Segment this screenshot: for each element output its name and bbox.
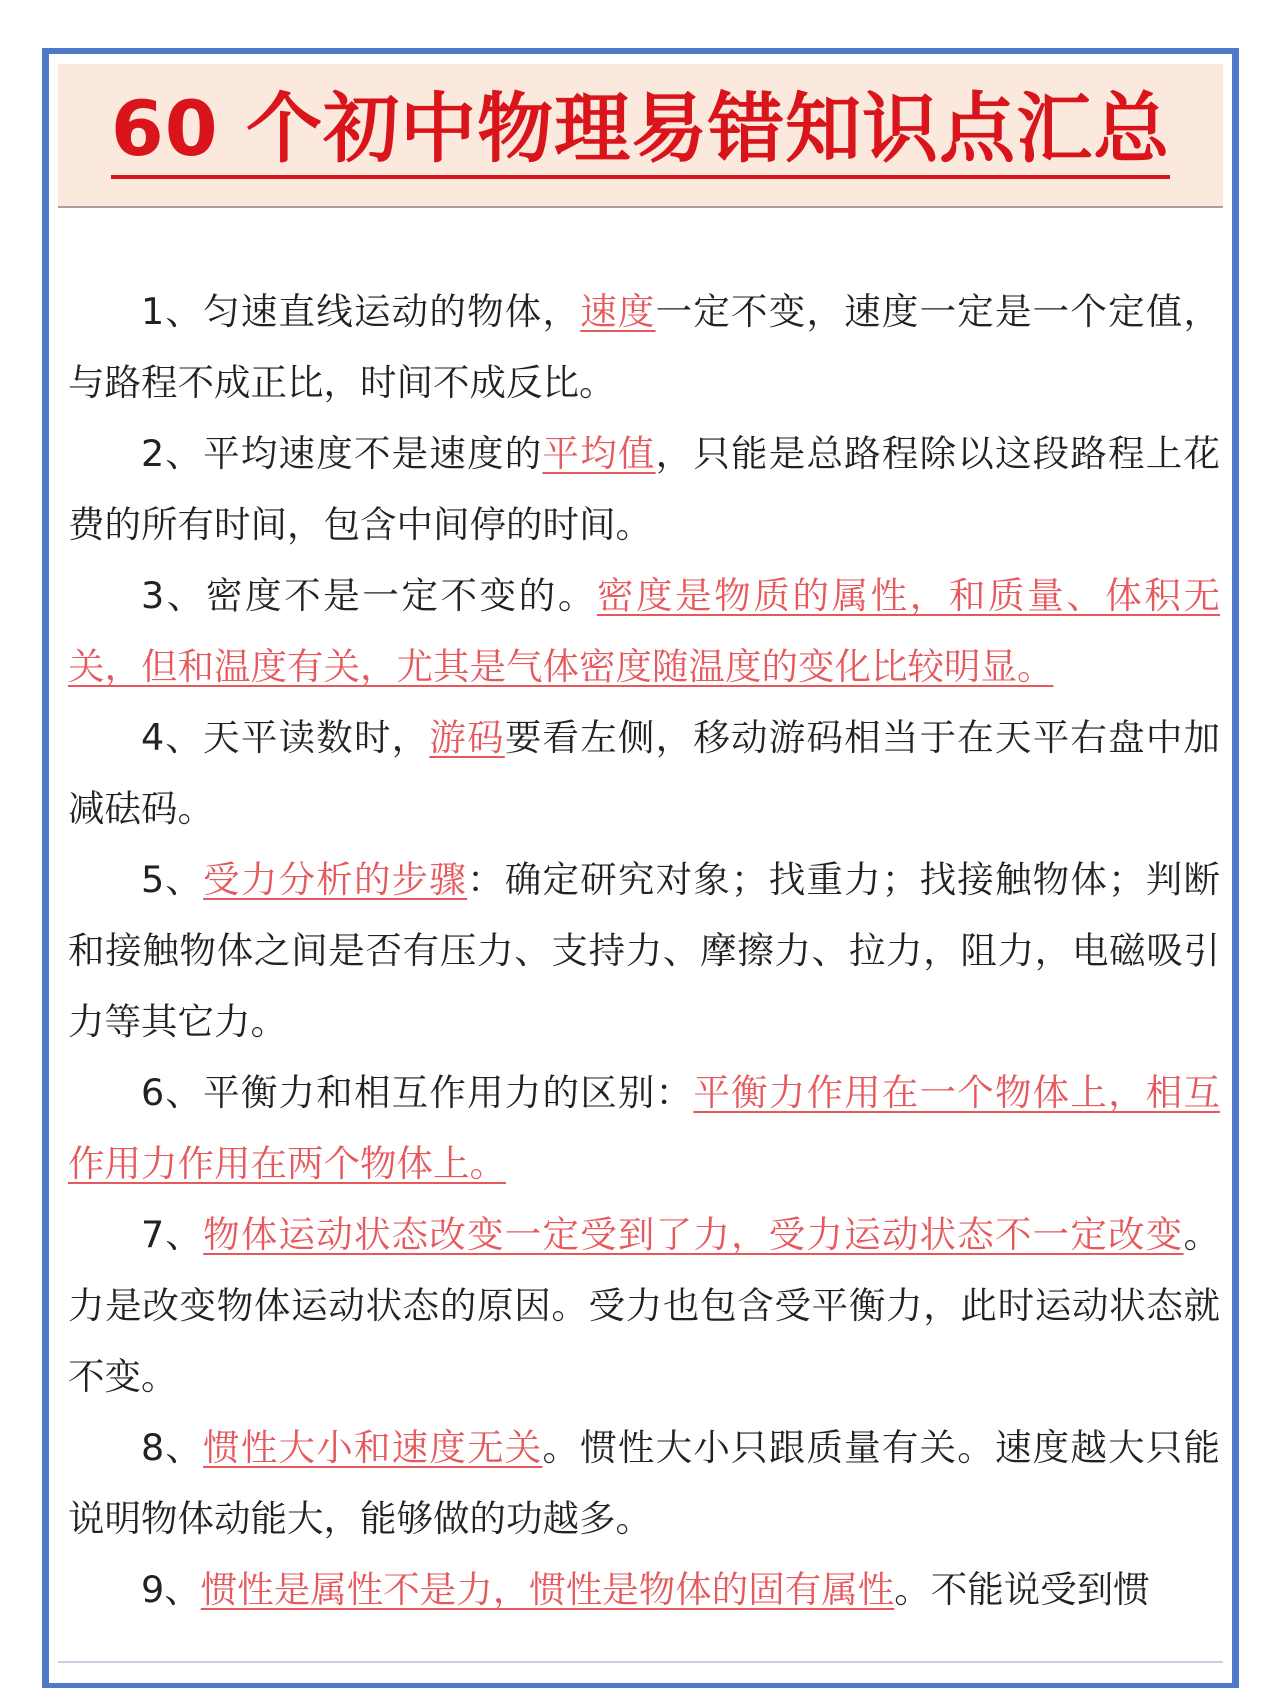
item-text: 平衡力和相互作用力的区别： — [203, 1071, 694, 1114]
knowledge-list — [68, 276, 1220, 1625]
list-item — [68, 844, 1220, 1057]
list-item — [68, 702, 1220, 844]
page-title: 60 个初中物理易错知识点汇总 — [111, 91, 1170, 179]
item-number: 3、 — [141, 574, 206, 617]
item-text: 平均速度不是速度的 — [203, 432, 543, 475]
item-text: 。力是改变物体运动状态的原因。受力也包含受平衡力，此时运动状态就不变。 — [68, 1213, 1220, 1398]
item-highlight: 物体运动状态改变一定受到了力，受力运动状态不一定改变 — [203, 1213, 1184, 1256]
document-frame — [42, 48, 1239, 1688]
item-text: 匀速直线运动的物体， — [203, 290, 581, 333]
item-number: 8、 — [141, 1426, 204, 1469]
list-item — [68, 560, 1220, 702]
item-highlight: 速度 — [580, 290, 656, 333]
item-number: 7、 — [141, 1213, 204, 1256]
item-text: 要看左侧，移动游码相当于在天平右盘中加减砝码。 — [68, 716, 1221, 830]
item-number: 4、 — [141, 716, 204, 759]
item-text: ：确定研究对象；找重力；找接触物体；判断和接触物体之间是否有压力、支持力、摩擦力、拉力，阻力，电磁吸引力等其它力。 — [68, 858, 1221, 1043]
item-highlight: 惯性大小和速度无关 — [203, 1426, 543, 1469]
list-item — [68, 1057, 1220, 1199]
item-text: 。不能说受到惯 — [894, 1568, 1150, 1611]
item-text: 一定不变，速度一定是一个定值，与路程不成正比，时间不成反比。 — [68, 290, 1221, 404]
footer-divider — [58, 1661, 1223, 1663]
item-highlight: 平衡力作用在一个物体上，相互作用力作用在两个物体上。 — [68, 1071, 1221, 1185]
list-item — [68, 1412, 1220, 1554]
item-highlight: 密度是物质的属性，和质量、体积无关，但和温度有关，尤其是气体密度随温度的变化比较明显。 — [68, 574, 1221, 688]
list-item — [68, 276, 1220, 418]
item-text: 天平读数时， — [203, 716, 430, 759]
list-item — [68, 1199, 1220, 1412]
item-text: ，只能是总路程除以这段路程上花费的所有时间，包含中间停的时间。 — [68, 432, 1221, 546]
list-item — [68, 418, 1220, 560]
item-highlight: 惯性是属性不是力，惯性是物体的固有属性 — [200, 1568, 895, 1611]
list-item — [68, 1554, 1220, 1625]
item-text: 。惯性大小只跟质量有关。速度越大只能说明物体动能大，能够做的功越多。 — [68, 1426, 1221, 1540]
item-number: 9、 — [141, 1568, 201, 1611]
item-number: 6、 — [141, 1071, 204, 1114]
item-text: 密度不是一定不变的。 — [205, 574, 597, 617]
item-number: 2、 — [141, 432, 204, 475]
title-banner — [58, 64, 1223, 208]
item-highlight: 受力分析的步骤 — [203, 858, 468, 901]
item-highlight: 游码 — [429, 716, 505, 759]
item-number: 5、 — [141, 858, 204, 901]
item-number: 1、 — [141, 290, 204, 333]
item-highlight: 平均值 — [542, 432, 656, 475]
